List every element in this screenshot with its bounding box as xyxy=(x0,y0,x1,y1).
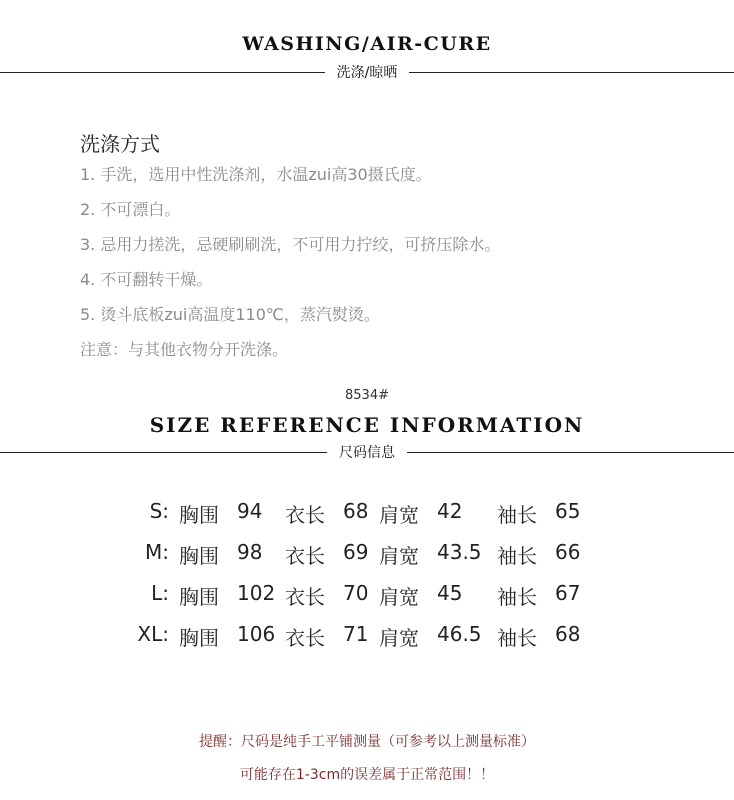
length-value: 68 xyxy=(343,499,369,523)
sleeve-label: 袖长 xyxy=(497,503,537,527)
chest-value: 94 xyxy=(237,499,263,523)
length-label: 衣长 xyxy=(285,544,325,568)
shoulder-value: 43.5 xyxy=(437,540,482,564)
size-section-subtitle: 尺码信息 xyxy=(339,445,395,461)
washing-section-title: WASHING/AIR-CURE xyxy=(242,33,492,55)
chest-label: 胸围 xyxy=(179,585,219,609)
shoulder-value: 42 xyxy=(437,499,463,523)
sleeve-label: 袖长 xyxy=(497,626,537,650)
divider-line-left xyxy=(0,452,327,453)
chest-value: 98 xyxy=(237,540,263,564)
length-value: 70 xyxy=(343,581,369,605)
sleeve-value: 65 xyxy=(555,499,581,523)
sleeve-value: 67 xyxy=(555,581,581,605)
shoulder-value: 46.5 xyxy=(437,622,482,646)
shoulder-label: 肩宽 xyxy=(379,626,419,650)
care-line: 4. 不可翻转干燥。 xyxy=(80,270,213,289)
chest-value: 102 xyxy=(237,581,276,605)
washing-section-divider xyxy=(0,62,734,82)
shoulder-label: 肩宽 xyxy=(379,503,419,527)
model-number: 8534# xyxy=(345,388,389,403)
size-label: M: xyxy=(145,540,169,564)
shoulder-value: 45 xyxy=(437,581,463,605)
measurement-note: 提醒：尺码是纯手工平铺测量（可参考以上测量标准） xyxy=(199,734,535,750)
divider-line-right xyxy=(407,452,734,453)
length-value: 71 xyxy=(343,622,369,646)
care-line: 5. 烫斗底板zui高温度110℃，蒸汽熨烫。 xyxy=(80,305,380,324)
size-section-title: SIZE REFERENCE INFORMATION xyxy=(149,413,585,437)
size-label: XL: xyxy=(137,622,169,646)
length-label: 衣长 xyxy=(285,626,325,650)
sleeve-value: 68 xyxy=(555,622,581,646)
shoulder-label: 肩宽 xyxy=(379,544,419,568)
length-label: 衣长 xyxy=(285,585,325,609)
care-line: 3. 忌用力搓洗，忌硬刷刷洗，不可用力拧绞，可挤压除水。 xyxy=(80,235,501,254)
size-section-divider xyxy=(0,442,734,462)
divider-line-right xyxy=(409,72,734,73)
care-line: 1. 手洗，选用中性洗涤剂，水温zui高30摄氏度。 xyxy=(80,165,432,184)
size-label: S: xyxy=(149,499,169,523)
sleeve-label: 袖长 xyxy=(497,585,537,609)
length-value: 69 xyxy=(343,540,369,564)
tolerance-note: 可能存在1-3cm的误差属于正常范围！！ xyxy=(239,767,495,783)
care-instructions xyxy=(80,131,500,375)
chest-label: 胸围 xyxy=(179,544,219,568)
sleeve-value: 66 xyxy=(555,540,581,564)
care-heading: 洗涤方式 xyxy=(80,132,160,156)
care-line: 2. 不可漂白。 xyxy=(80,200,181,219)
sleeve-label: 袖长 xyxy=(497,544,537,568)
chest-label: 胸围 xyxy=(179,626,219,650)
washing-section-subtitle: 洗涤/晾晒 xyxy=(336,65,398,81)
length-label: 衣长 xyxy=(285,503,325,527)
chest-label: 胸围 xyxy=(179,503,219,527)
size-label: L: xyxy=(151,581,169,605)
shoulder-label: 肩宽 xyxy=(379,585,419,609)
divider-line-left xyxy=(0,72,325,73)
chest-value: 106 xyxy=(237,622,276,646)
care-note: 注意：与其他衣物分开洗涤。 xyxy=(80,340,289,359)
